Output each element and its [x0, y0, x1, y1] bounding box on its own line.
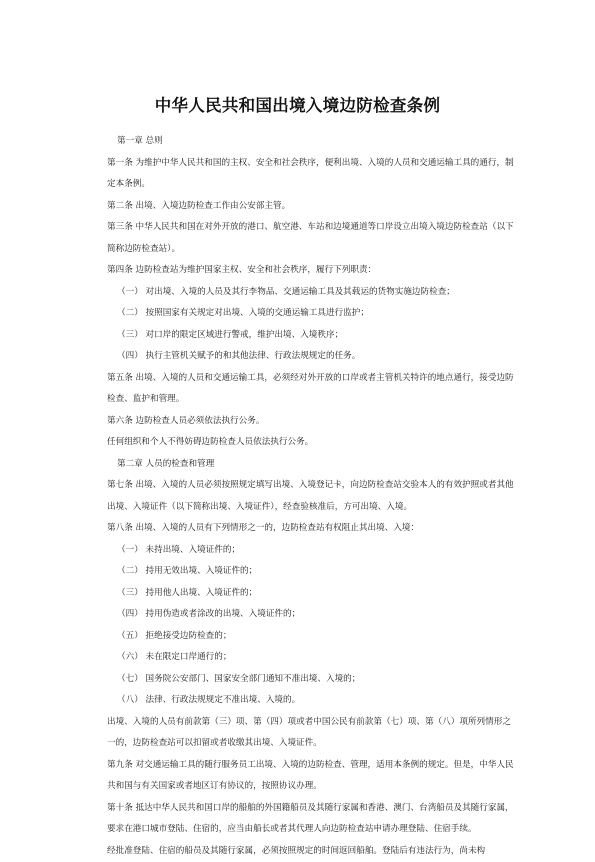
chapter-heading: 第二章 人员的检查和管理 — [107, 454, 517, 476]
paragraph: 第十条 抵达中华人民共和国口岸的船舶的外国籍船员及其随行家属和香港、澳门、台湾船员及其随行家属，要求在港口城市登陆、住宿的，应当由船长或者其代理人向边防检查站申请办理登陆、住宿手续。 — [107, 798, 517, 841]
paragraph: 任何组织和个人不得妨碍边防检查人员依法执行公务。 — [107, 432, 517, 454]
paragraph: 第四条 边防检查站为维护国家主权、安全和社会秩序，履行下列职责： — [107, 260, 517, 282]
paragraph: 第三条 中华人民共和国在对外开放的港口、航空港、车站和边境通道等口岸设立出境入境边防检查站（以下简称边防检查站）。 — [107, 217, 517, 260]
list-item: （二） 按照国家有关规定对出境、入境的交通运输工具进行监护； — [107, 303, 517, 325]
document-body — [107, 131, 517, 862]
list-item: （四） 持用伪造或者涂改的出境、入境证件的； — [107, 604, 517, 626]
paragraph: 第五条 出境、入境的人员和交通运输工具，必须经对外开放的口岸或者主管机关特许的地点通行，接受边防检查、监护和管理。 — [107, 368, 517, 411]
list-item: （四） 执行主管机关赋予的和其他法律、行政法规规定的任务。 — [107, 346, 517, 368]
paragraph: 第六条 边防检查人员必须依法执行公务。 — [107, 411, 517, 433]
paragraph: 第七条 出境、入境的人员必须按照规定填写出境、入境登记卡，向边防检查站交验本人的有效护照或者其他出境、入境证件（以下简称出境、入境证件），经查验核准后，方可出境、入境。 — [107, 475, 517, 518]
paragraph: 第一条 为维护中华人民共和国的主权、安全和社会秩序，便利出境、入境的人员和交通运输工具的通行，制定本条例。 — [107, 153, 517, 196]
paragraph: 经批准登陆、住宿的船员及其随行家属，必须按照规定的时间返回船舶。登陆后有违法行为，尚未构 — [107, 841, 517, 862]
list-item: （三） 对口岸的限定区域进行警戒，维护出境、入境秩序； — [107, 325, 517, 347]
document-title: 中华人民共和国出境入境边防检查条例 — [0, 92, 595, 116]
chapter-heading: 第一章 总则 — [107, 131, 517, 153]
list-item: （六） 未在限定口岸通行的； — [107, 647, 517, 669]
list-item: （三） 持用他人出境、入境证件的； — [107, 583, 517, 605]
paragraph: 第八条 出境、入境的人员有下列情形之一的，边防检查站有权阻止其出境、入境： — [107, 518, 517, 540]
list-item: （五） 拒绝接受边防检查的； — [107, 626, 517, 648]
paragraph: 第九条 对交通运输工具的随行服务员工出境、入境的边防检查、管理，适用本条例的规定。但是，中华人民共和国与有关国家或者地区订有协议的，按照协议办理。 — [107, 755, 517, 798]
list-item: （一） 对出境、入境的人员及其行李物品、交通运输工具及其载运的货物实施边防检查； — [107, 282, 517, 304]
paragraph: 出境、入境的人员有前款第（三）项、第（四）项或者中国公民有前款第（七）项、第（八）项所列情形之一的，边防检查站可以扣留或者收缴其出境、入境证件。 — [107, 712, 517, 755]
list-item: （八） 法律、行政法规规定不准出境、入境的。 — [107, 690, 517, 712]
paragraph: 第二条 出境、入境边防检查工作由公安部主管。 — [107, 196, 517, 218]
list-item: （二） 持用无效出境、入境证件的； — [107, 561, 517, 583]
list-item: （七） 国务院公安部门、国家安全部门通知不准出境、入境的； — [107, 669, 517, 691]
list-item: （一） 未持出境、入境证件的； — [107, 540, 517, 562]
